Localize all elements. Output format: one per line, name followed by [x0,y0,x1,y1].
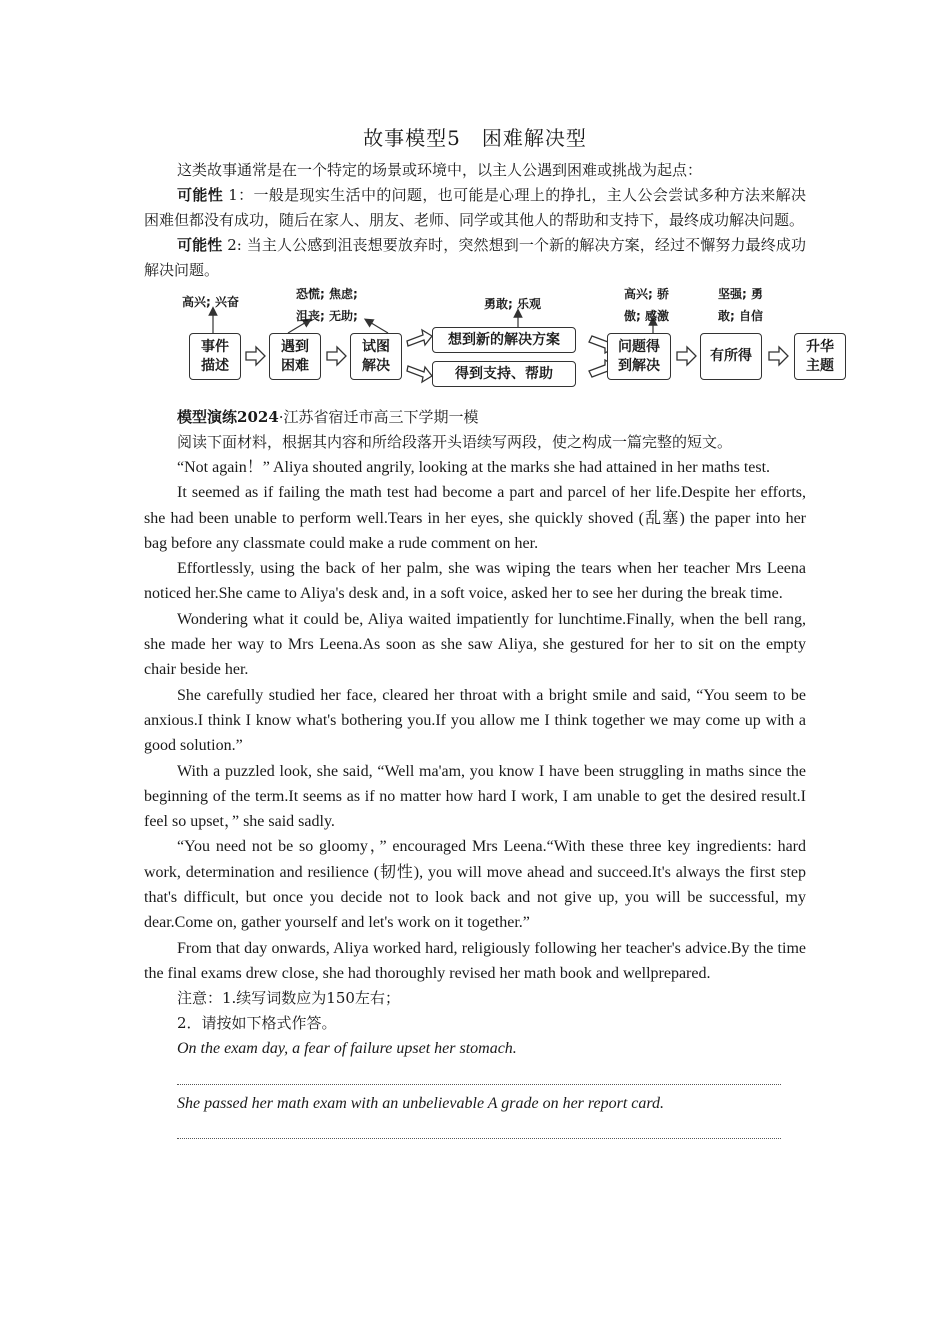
box-try-solve: 试图解决 [350,333,402,380]
answer-line-2[interactable] [177,1116,781,1139]
arrow-difficulty-label-b [368,321,388,333]
continuation-prompt-1: On the exam day, a fear of failure upset her stomach. [177,1040,517,1058]
flow-arrow-2 [327,347,346,365]
label-event-emotion: 高兴; 兴奋 [182,295,239,309]
possibility-1-text: 1：一般是现实生活中的问题，也可能是心理上的挣扎，主人公会尝试多种方法来解决困难但都没有成功，随后在家人、朋友、老师、同学或其他人的帮助和支持下，最终成功解决问题。 [144,186,806,229]
flow-arrow-6 [769,347,788,365]
flow-arrow-3a [407,330,432,346]
box-gain: 有所得 [700,333,762,380]
label-gain-emotion: 坚强; 勇敢; 自信 [718,287,763,323]
flow-arrow-1 [246,347,265,365]
story-flow-diagram [158,289,858,399]
instruction-text: 阅读下面材料，根据其内容和所给段落开头语续写两段，使之构成一篇完整的短文。 [177,433,733,451]
story-paragraph-8: From that day onwards, Aliya worked hard, religiously following her teacher's advice.By the time the final exams drew close, she had thoroughly revised her math book and wellprepared. [144,939,806,982]
possibility-2 [144,233,806,283]
story-paragraph-5: She carefully studied her face, cleared her throat with a bright smile and said, “You seem to be anxious.I think I know what's bothering you.If you allow me I think together we may come up with a good solution.” [144,686,806,755]
document-page [144,124,834,1145]
story-paragraph-3: Effortlessly, using the back of her palm, she was wiping the tears when her teacher Mrs Leena noticed her.She came to Aliya's desk and, in a soft voice, asked her to see her during the break time. [144,560,806,603]
intro-text: 这类故事通常是在一个特定的场景或环境中，以主人公遇到困难或挑战为起点： [177,161,703,179]
practice-label: 模型演练 [177,408,238,426]
practice-heading [144,405,806,430]
continuation-prompt-2: She passed her math exam with an unbelievable A grade on her report card. [177,1094,665,1112]
story-paragraph-7: “You need not be so gloomy，” encouraged Mrs Leena.“With these three key ingredients: hard work, determination and resilience (韧性), you will move ahead and succeed.It's always the first step that's difficult, but once you decide not to look back and not give up, you will be successful, my dear.Come on, gather yourself and let's work on it together.” [144,838,806,932]
note-word-count: 注意：1.续写词数应为150左右； [177,989,400,1008]
practice-year: 2024 [237,408,279,426]
possibility-2-text: 2: 当主人公感到沮丧想要放弃时，突然想到一个新的解决方案，经过不懈努力最终成功解决问题。 [144,236,806,279]
story-paragraph-4: Wondering what it could be, Aliya waited impatiently for lunchtime.Finally, when the bell rang, she made her way to Mrs Leena.As soon as she saw Aliya, she gestured for her to sit on the empty chair beside her. [144,610,806,679]
label-solved-emotion: 高兴; 骄傲; 感激 [624,287,669,323]
possibility-1-label: 可能性 [177,186,224,204]
story-paragraph-6: With a puzzled look, she said, “Well ma'am, you know I have been struggling in maths since the beginning of the term.It seems as if no matter how hard I work, I am unable to get the desired result.I feel so upset，” she said sadly. [144,762,806,831]
possibility-1 [144,183,806,233]
note-format: 2．请按如下格式作答。 [177,1014,337,1033]
box-get-support: 得到支持、帮助 [432,361,576,387]
box-new-solution: 想到新的解决方案 [432,327,576,353]
practice-source: ·江苏省宿迁市高三下学期一模 [278,408,479,426]
box-meet-difficulty: 遇到困难 [269,333,321,380]
page-title: 故事模型5 困难解决型 [363,126,587,150]
box-sublimate-theme: 升华主题 [794,333,846,380]
label-new-solution-emotion: 勇敢; 乐观 [484,297,541,311]
box-problem-solved: 问题得到解决 [607,333,671,380]
box-event-description: 事件描述 [189,333,241,380]
story-paragraph-2: It seemed as if failing the math test had become a part and parcel of her life.Despite her efforts, she had been unable to perform well.Tears in her eyes, she quickly shoved (乱塞) the paper into her bag before any classmate could make a rude comment on her. [144,484,806,552]
answer-line-1[interactable] [177,1062,781,1085]
flow-arrow-3b [407,366,432,382]
flow-arrow-5 [677,347,696,365]
story-paragraph-1: “Not again！” Aliya shouted angrily, looking at the marks she had attained in her maths test. [177,459,771,476]
label-difficulty-emotion: 恐慌; 焦虑; 沮丧; 无助; [296,287,358,323]
possibility-2-label: 可能性 [177,236,223,254]
